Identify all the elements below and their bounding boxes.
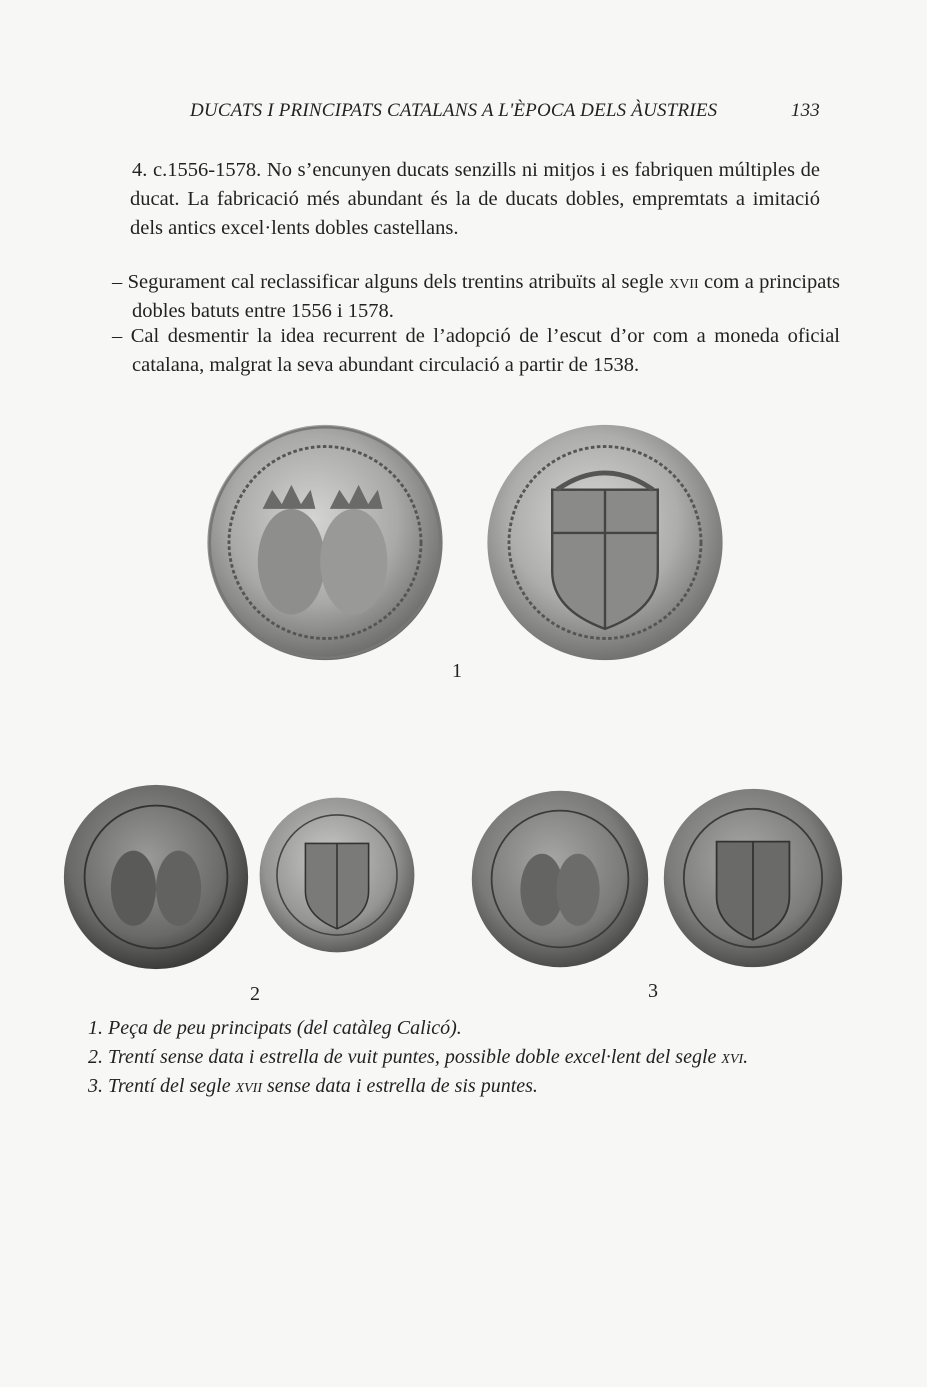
caption-end: sense data i estrella de sis puntes. (262, 1075, 538, 1097)
plate-number-2: 2 (250, 983, 260, 1005)
caption-number: 2. (88, 1046, 103, 1068)
bullet-dash: – (112, 271, 123, 293)
figure-captions (88, 1014, 848, 1101)
caption-text: Peça de peu principats (del catàleg Calicó). (103, 1017, 462, 1039)
caption-2 (88, 1043, 848, 1072)
coin-3-reverse (662, 780, 844, 976)
plate-number-3: 3 (648, 980, 658, 1002)
bullet-1 (112, 268, 840, 326)
running-title: DUCATS I PRINCIPATS CATALANS A L'ÈPOCA DELS ÀUSTRIES (190, 100, 718, 121)
caption-1 (88, 1014, 848, 1043)
caption-3 (88, 1072, 848, 1101)
caption-number: 1. (88, 1017, 103, 1039)
caption-century: xvi (721, 1046, 744, 1068)
caption-century: xvii (235, 1075, 263, 1097)
coin-1-reverse (485, 420, 725, 665)
caption-number: 3. (88, 1075, 103, 1097)
page-number: 133 (790, 100, 820, 121)
coin-2-reverse (258, 786, 416, 964)
caption-end: . (743, 1046, 749, 1068)
coin-2-obverse (62, 778, 250, 976)
coin-1-obverse (205, 420, 445, 665)
plate-number-1: 1 (452, 660, 462, 682)
bullet-century: xvii (669, 271, 699, 293)
bullet-text-end: com a principats dobles batuts entre 1556 i 1578. (132, 271, 841, 322)
bullet-text: Segurament cal reclassificar alguns dels trentins atribuïts al segle (127, 271, 670, 293)
bullet-text: Cal desmentir la idea recurrent de l’adopció de l’escut d’or com a moneda oficial catalana, malgrat la seva abundant circulació a partir de 1538. (130, 325, 840, 376)
bullet-dash: – (112, 325, 123, 347)
caption-text: Trentí sense data i estrella de vuit puntes, possible doble excel·lent del segle (103, 1046, 722, 1068)
bullet-2 (112, 322, 840, 380)
coin-3-obverse (470, 786, 650, 972)
paragraph: 4. c.1556-1578. No s’encunyen ducats senzills ni mitjos i es fabriquen múltiples de ducat. La fabricació més abundant és la de ducats dobles, empremtats a imitació dels antics excel·lents dobles castellans. (130, 159, 820, 239)
caption-text: Trentí del segle (103, 1075, 236, 1097)
